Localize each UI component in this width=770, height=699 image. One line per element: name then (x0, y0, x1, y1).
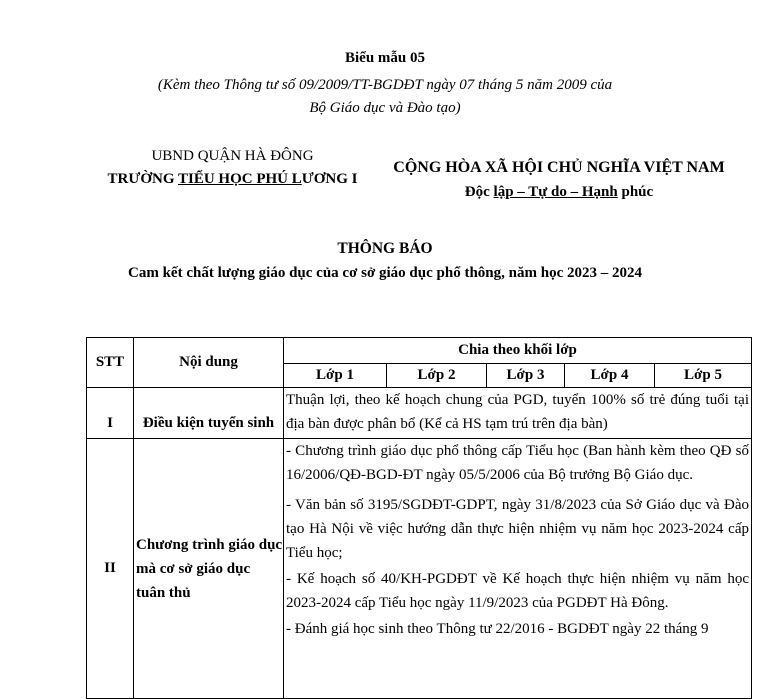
school-name-part3: ƯƠNG I (301, 171, 358, 187)
row-detail-paragraph: - Văn bản số 3195/SGDĐT-GDPT, ngày 31/8/2023 của Sở Giáo dục và Đào tạo Hà Nội về việc hướng dẫn thực hiện nhiệm vụ năm học 2023-2024 cấp Tiểu học; (286, 497, 749, 561)
header-left (95, 145, 370, 191)
header-right (378, 156, 740, 204)
row-detail-paragraph: - Kế hoạch số 40/KH-PGDĐT về Kế hoạch thực hiện nhiệm vụ năm học 2023-2024 cấp Tiểu học ngày 11/9/2023 của PGDĐT Hà Đông. (286, 571, 749, 611)
motto (378, 180, 740, 204)
header-content: Nội dung (134, 338, 284, 388)
form-title: Biểu mẫu 05 (344, 50, 425, 66)
row-detail-paragraph: - Chương trình giáo dục phổ thông cấp Tiểu học (Ban hành kèm theo QĐ số 16/2006/QĐ-BGD-ĐT ngày 05/5/2006 của Bộ trưởng Bộ Giáo dục. (286, 443, 749, 483)
notice-title: THÔNG BÁO (337, 240, 433, 257)
header-grade-group: Chia theo khối lớp (284, 338, 752, 364)
motto-part-b: lập – Tự do – Hạnh (493, 184, 618, 200)
header-stt: STT (87, 338, 134, 388)
school-name-part2: TIỂU HỌC PHÚ L (177, 171, 302, 187)
row-stt: II (87, 439, 134, 699)
row-content: Điều kiện tuyển sinh (134, 388, 284, 439)
motto-part-a: Độc (464, 184, 494, 200)
notice-subtitle: Cam kết chất lượng giáo dục của cơ sở giáo dục phổ thông, năm học 2023 – 2024 (128, 265, 642, 281)
form-note-line2: Bộ Giáo dục và Đào tạo) (309, 100, 461, 116)
row-detail-paragraph: - Đánh giá học sinh theo Thông tư 22/2016 - BGDĐT ngày 22 tháng 9 (286, 621, 709, 637)
header-grade-3: Lớp 3 (487, 364, 565, 388)
header-row-1 (87, 338, 752, 364)
motto-part-c: phúc (617, 184, 654, 200)
form-note-line1: (Kèm theo Thông tư số 09/2009/TT-BGDĐT ngày 07 tháng 5 năm 2009 của (157, 77, 613, 93)
table-row (87, 388, 752, 439)
row-content: Chương trình giáo dục mà cơ sở giáo dục tuân thủ (134, 439, 284, 699)
table-row (87, 439, 752, 699)
header-grade-4: Lớp 4 (565, 364, 655, 388)
quality-commitment-table (86, 337, 752, 699)
row-detail (284, 439, 752, 699)
header-grade-1: Lớp 1 (284, 364, 387, 388)
header-grade-5: Lớp 5 (655, 364, 752, 388)
header-grade-2: Lớp 2 (387, 364, 487, 388)
row-detail (284, 388, 752, 439)
district-name: UBND QUẬN HÀ ĐÔNG (151, 148, 314, 164)
school-name-part1: TRƯỜNG (107, 171, 178, 187)
school-name (95, 168, 370, 191)
row-detail-paragraph: Thuận lợi, theo kế hoạch chung của PGD, tuyển 100% số trẻ đúng tuổi tại địa bàn được phân bổ (Kể cả HS tạm trú trên địa bàn) (286, 392, 749, 432)
form-note (0, 74, 770, 120)
nation-title: CỘNG HÒA XÃ HỘI CHỦ NGHĨA VIỆT NAM (393, 159, 725, 176)
row-stt: I (87, 388, 134, 439)
